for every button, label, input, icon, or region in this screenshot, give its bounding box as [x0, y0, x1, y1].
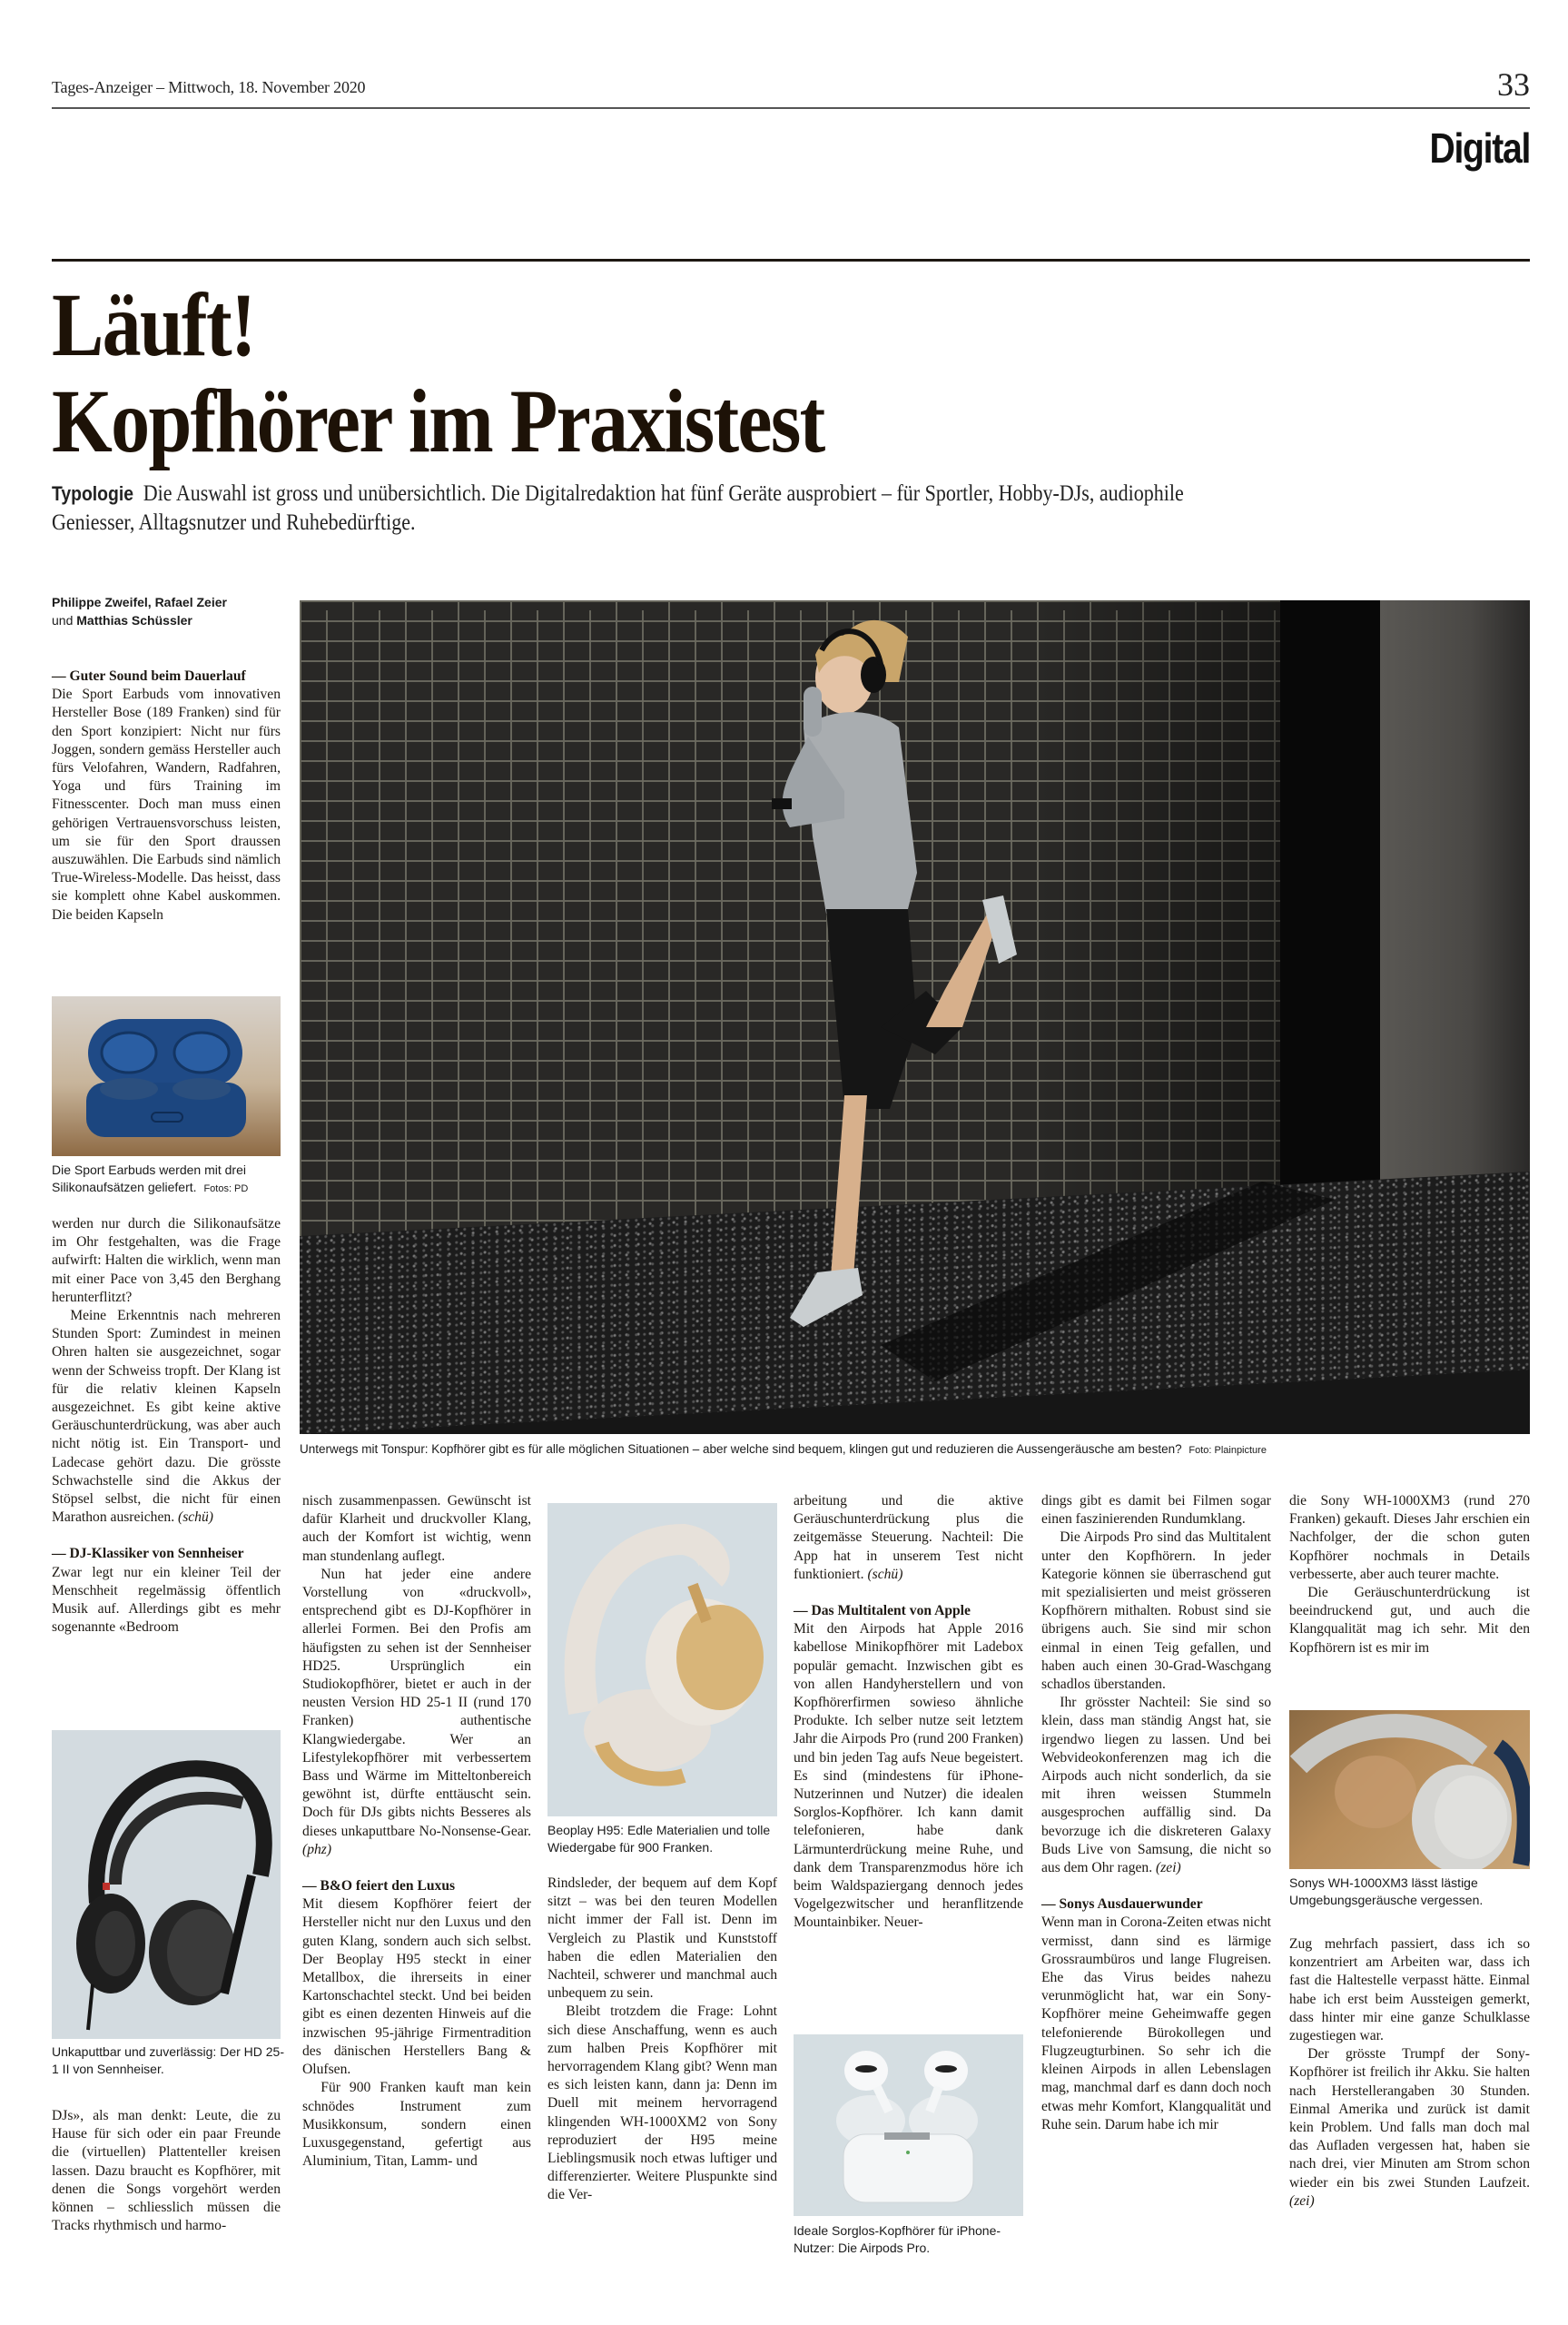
sony-paragraph-1: Wenn man in Corona-Zeiten etwas nicht vermisst, dann sind es lärmige Grossraumbüros und lange Flugreisen. Ehe das Virus beides nahezu verunmöglicht hat, war ein Sony-Kopfhörer meine Geheimwaffe gegen telefonierende Bürokollegen und Flugzeugturbinen. So sehr ich die kleinen Airpods in allen Lebenslagen mag, manchmal darf es dann doch noch etwas mehr Komfort, Klangqualität und Ruhe sein. Darum habe ich mir [1041, 1914, 1271, 2132]
sennheiser-paragraph-2 [302, 1566, 531, 1859]
sony-photo [1289, 1710, 1530, 1869]
apple-paragraph-3 [1041, 1694, 1271, 1877]
column-1-top [52, 668, 281, 925]
beoplay-caption: Beoplay H95: Edle Materialien und tolle Wiedergabe für 900 Franken. [547, 1823, 771, 1855]
hero-credit: Foto: Plainpicture [1188, 1445, 1267, 1456]
bo-paragraph-2-cont: Rindsleder, der bequem auf dem Kopf sitzt – was bei den teuren Modellen nicht immer der Fall ist. Denn im Vergleich zu Plastik und Kunststoff haben die edlen Materialien den Nachteil, schwerer und manchmal auch unbequem zu sein. [547, 1875, 777, 2002]
bo-signature: (schü) [867, 1566, 903, 1582]
lead-kicker: Typologie [52, 482, 133, 505]
byline-authors-2: Matthias Schüssler [76, 613, 192, 628]
bose-paragraph-1-cont: werden nur durch die Silikonaufsätze im Ohr festgehalten, was die Frage aufwirft: Halten die wirklich, wenn man mit einer Pace von 3,45 den Berghang herunterflitzt? [52, 1216, 281, 1305]
byline [52, 593, 288, 629]
folio-line: Tages-Anzeiger – Mittwoch, 18. November 2020 [52, 78, 366, 96]
section-title: Digital [1429, 124, 1530, 172]
apple-paragraph-1-cont: dings gibt es damit bei Filmen sogar einen faszinierenden Rundumklang. [1041, 1493, 1271, 1528]
earbuds-caption [52, 1162, 288, 1198]
hero-caption-text: Unterwegs mit Tonspur: Kopfhörer gibt es für alle möglichen Situationen – aber welche sind bequem, klingen gut und reduzieren die Aussengeräusche am besten? [300, 1442, 1182, 1456]
column-6-top [1289, 1492, 1530, 1657]
subhead-sennheiser: — DJ-Klassiker von Sennheiser [52, 1546, 244, 1562]
sennheiser-paragraph-1-cont: DJs», als man denkt: Leute, die zu Hause für sich oder ein paar Freunde die (virtuellen) Plattenteller kreisen lassen. Dazu braucht es Kopfhörer, mit denen die Songs vorgehört werden können – schliesslich müssen die Tracks rhythmisch und harmo- [52, 2108, 281, 2234]
sony-paragraph-3-text: Der grösste Trumpf der Sony-Kopfhörer ist freilich ihr Akku. Sie halten nach Herstellerangaben 30 Stunden. Einmal Amerika und zurück ist damit kein Problem. Und falls man doch mal das Aufladen vergessen hat, haben sie nach drei, vier Minuten am Strom schon wieder ein bis zwei Stunden Laufzeit. [1289, 2046, 1530, 2191]
byline-conjunction: und [52, 613, 74, 628]
bo-paragraph-3-cont [794, 1492, 1023, 1584]
sennheiser-caption: Unkaputtbar und zuverlässig: Der HD 25-1 II von Sennheiser. [52, 2044, 285, 2076]
bose-paragraph-2-text: Meine Erkenntnis nach mehreren Stunden Sport: Zumindest in meinen Ohren halten sie ausgezeichnet, sogar wenn der Schweiss tropft. Der Klang ist für die relativ kleinen Kapseln ausgezeichnet. Es gibt keine aktive Geräuschunterdrückung, was aber auch nicht nötig ist. Ein Transport- und Ladecase gehört dazu. Die grösste Schwachstelle sind die Akkus der Stöpsel selbst, die nicht für einen Marathon ausreichen. [52, 1308, 281, 1526]
dj-headphones-icon [52, 1730, 281, 2039]
hero-photo [300, 600, 1530, 1434]
headline-line-1: Läuft! [52, 274, 255, 375]
apple-paragraph-2: Die Airpods Pro sind das Multitalent unter den Kopfhörern. In jeder Kategorie können sie überraschend gut mit spezialisierten und meist grösseren Kopfhörern mithalten. Robust sind sie übrigens auch. Sie sind mir schon einmal in einen Teig gefallen, und haben auch einen 30-Grad-Waschgang schadlos überstanden. [1041, 1529, 1271, 1693]
earbuds-credit: Fotos: PD [203, 1183, 249, 1194]
bose-earbuds-photo [52, 996, 281, 1156]
lead-text: Die Auswahl ist gross und unübersichtlich. Die Digitalredaktion hat fünf Geräte ausprobiert – für Sportler, Hobby-DJs, audiophile Geniesser, Alltagsnutzer und Ruhebedürftige. [52, 481, 1184, 535]
bose-paragraph-1: Die Sport Earbuds vom innovativen Hersteller Bose (189 Franken) sind für den Sport konzipiert: Nicht nur fürs Joggen, sondern gemäss Hersteller auch fürs Velofahren, Wandern, Radfahren, Yoga und fürs Training im Fitnesscenter. Doch man muss einen gehörigen Vertrauensvorschuss leisten, um sie für den Sport draussen auszuwählen. Die Earbuds sind nämlich True-Wireless-Modelle. Das heisst, dass sie komplett ohne Kabel auskommen. Die beiden Kapseln [52, 687, 281, 923]
runner-figure-icon [300, 600, 1530, 1434]
column-1-bottom [52, 2107, 281, 2235]
headline [52, 274, 824, 471]
beoplay-photo [547, 1503, 777, 1816]
subhead-bo: — B&O feiert den Luxus [302, 1878, 456, 1895]
apple-signature: (zei) [1156, 1860, 1181, 1876]
sony-signature: (zei) [1289, 2192, 1315, 2209]
apple-paragraph-1: Mit den Airpods hat Apple 2016 kabellose Minikopfhörer mit Ladebox populär gemacht. Inzwischen gibt es von allen Handyherstellern und von Kopfhörerfirmen sowieso ähnliche Produkte. Ich selber nutze seit letztem Jahr die Airpods Pro (rund 200 Franken) und bin jeden Tag aufs Neue begeistert. Es sind (mindestens für iPhone-Nutzerinnen und Nutzer) die idealen Sorglos-Kopfhörer. Ich kann damit telefonieren, habe dank Lärmunterdrückung meine Ruhe, und dank dem Transparenzmodus höre ich beim Waldspaziergang dennoch jedes Vogelgezwitscher und heranflitzende Mountainbiker. Neuer- [794, 1621, 1023, 1931]
byline-authors-1: Philippe Zweifel, Rafael Zeier [52, 595, 227, 609]
sennheiser-photo [52, 1730, 281, 2039]
airpods-caption: Ideale Sorglos-Kopfhörer für iPhone-Nutzer: Die Airpods Pro. [794, 2223, 1001, 2255]
column-2 [302, 1492, 531, 2171]
top-rule [52, 107, 1530, 109]
apple-paragraph-3-text: Ihr grösster Nachteil: Sie sind so klein, dass man ständig Angst hat, sie irgendwo liegen zu lassen. Und bei Webvideokonferenzen mag ich die Airpods auch nicht sonderlich, da sie mit ihren weissen Stummeln ausgesprochen auffällig sind. Da bevorzuge ich die diskreteren Galaxy Buds Live von Samsung, die nicht so aus dem Ohr ragen. [1041, 1695, 1271, 1876]
sony-paragraph-2-cont: Zug mehrfach passiert, dass ich so konzentriert am Arbeiten war, dass ich fast die Haltestelle verpasst hätte. Einmal habe ich erst beim Aussteigen gemerkt, dass hinter mir eine ganze Schulklasse zugestiegen war. [1289, 1936, 1530, 2044]
bo-paragraph-3: Bleibt trotzdem die Frage: Lohnt sich diese Anschaffung, wenn es auch zum halben Preis Kopfhörer mit hervorragendem Klang gibt? Wenn man es sich leisten kann, dann ja: Denn im Duell mit meinem hervorragend klingenden WH-1000XM2 von Sony reproduziert der H95 meine Lieblingsmusik noch etwas luftiger und differenzierter. Weitere Pluspunkte sind die Ver- [547, 2003, 777, 2203]
bo-paragraph-1: Mit diesem Kopfhörer feiert der Hersteller nicht nur den Luxus und den guten Klang, sondern auch sich selbst. Der Beoplay H95 steckt in einer Metallbox, die ihrerseits in einer Kartonschachtel steckt. Und bei beiden gibt es einen dezenten Hinweis auf die inzwischen 95-jährige Firmentradition des dänischen Herstellers Bang & Olufsen. [302, 1896, 531, 2078]
column-6-bottom [1289, 1935, 1530, 2211]
bose-signature: (schü) [178, 1509, 213, 1526]
column-4 [794, 1492, 1023, 1933]
earbuds-case-icon [52, 996, 281, 1156]
sony-paragraph-1-cont: die Sony WH-1000XM3 (rund 270 Franken) gekauft. Dieses Jahr erschien ein Nachfolger, der die schon guten Kopfhörer nochmals in Details verbesserte, aber auch teurer machte. [1289, 1493, 1530, 1582]
sony-paragraph-3 [1289, 2045, 1530, 2211]
column-3 [547, 1875, 777, 2205]
page-number: 33 [1497, 66, 1530, 103]
headline-line-2: Kopfhörer im Praxistest [52, 371, 824, 471]
sony-paragraph-2: Die Geräuschunterdrückung ist beeindruckend gut, und auch die Klangqualität mag ich sehr. Mit den Kopfhörern ist es mir im [1289, 1585, 1530, 1656]
sennheiser-paragraph-1: Zwar legt nur ein kleiner Teil der Menschheit regelmässig öffentlich Musik auf. Allerdings gibt es mehr sogenannte «Bedroom [52, 1564, 281, 1636]
earbuds-caption-text: Die Sport Earbuds werden mit drei Silikonaufsätzen geliefert. [52, 1162, 246, 1194]
subhead-bose: — Guter Sound beim Dauerlauf [52, 668, 246, 684]
bo-paragraph-3-cont-text: arbeitung und die aktive Geräuschunterdrückung plus die zeitgemässe Steuerung. Nachteil: Die App hat in unserem Test nicht funktioniert. [794, 1493, 1023, 1582]
bo-paragraph-2: Für 900 Franken kauft man kein schnödes Instrument zum Musikkonsum, sondern einen Luxusgegenstand, gefertigt aus Aluminium, Titan, Lamm- und [302, 2080, 531, 2170]
subhead-sony: — Sonys Ausdauerwunder [1041, 1896, 1203, 1913]
column-5 [1041, 1492, 1271, 2134]
hero-caption [300, 1440, 1534, 1459]
airpods-photo [794, 2034, 1023, 2216]
lead-paragraph [52, 480, 1250, 538]
sennheiser-paragraph-2-text: Nun hat jeder eine andere Vorstellung von «druckvoll», entsprechend gibt es DJ-Kopfhörer in allerlei Formen. Bei den Profis am häufigsten zu sehen ist der Sennheiser HD25. Ursprünglich ein Studiokopfhörer, bietet er auch in der neusten Version HD 25-1 II (rund 170 Franken) authentische Klangwiedergabe. Wer an Lifestylekopfhörer mit verbessertem Bass und Wärme im Mitteltonbereich gewöhnt ist, dürfte enttäuscht sein. Doch für DJs gibts nichts Besseres als dieses unkaputtbare No-Nonsense-Gear. [302, 1566, 531, 1839]
column-1-middle [52, 1215, 281, 1637]
airpods-case-icon [794, 2034, 1023, 2216]
headline-rule [52, 259, 1530, 262]
bose-paragraph-2 [52, 1307, 281, 1527]
subhead-apple: — Das Multitalent von Apple [794, 1603, 971, 1619]
sony-caption: Sonys WH-1000XM3 lässt lästige Umgebungsgeräusche vergessen. [1289, 1875, 1484, 1907]
sennheiser-paragraph-1-cont2: nisch zusammenpassen. Gewünscht ist dafür Klarheit und druckvoller Klang, auch der Komfort ist wichtig, wenn man stundenlang auflegt. [302, 1493, 531, 1564]
sennheiser-signature: (phz) [302, 1841, 332, 1857]
beoplay-headphones-icon [547, 1503, 777, 1816]
sony-headphones-icon [1289, 1710, 1530, 1869]
